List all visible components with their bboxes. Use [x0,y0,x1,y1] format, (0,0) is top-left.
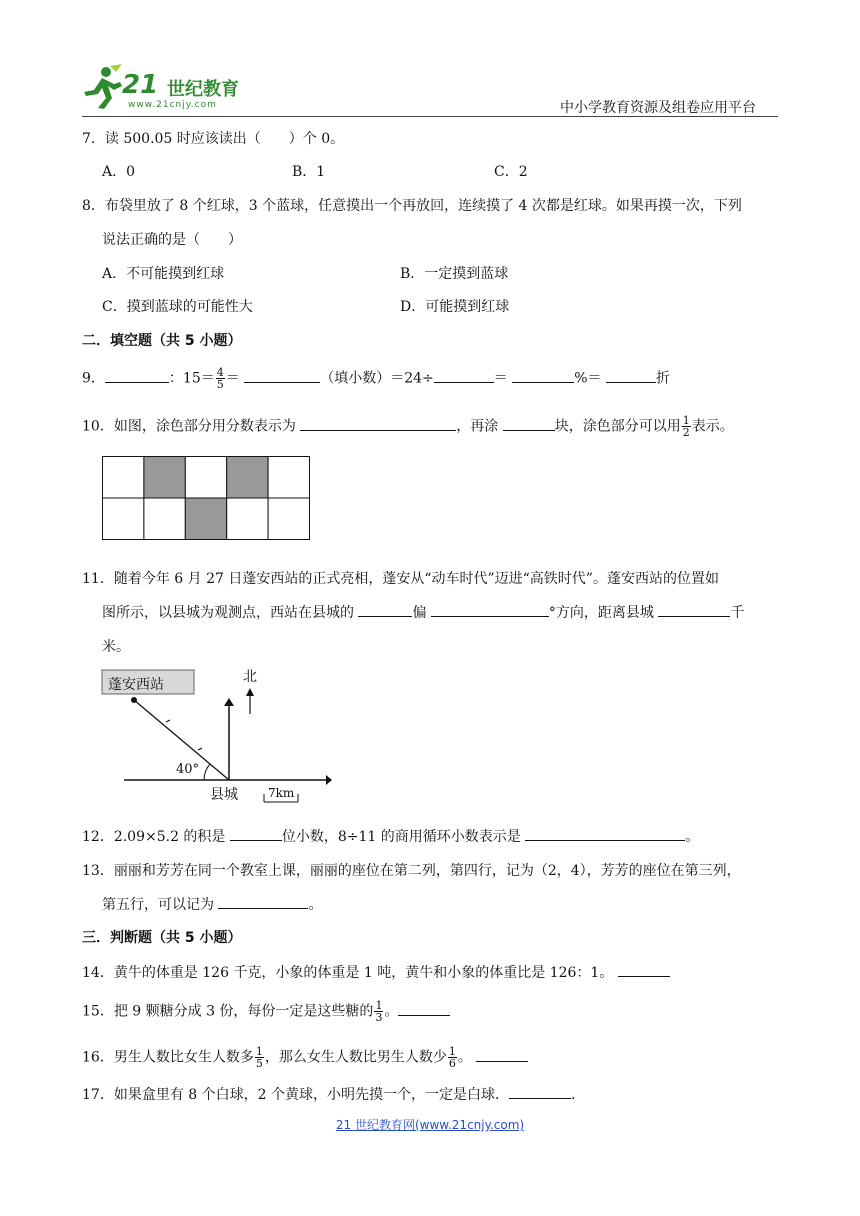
q12-text-3: 。 [685,829,700,845]
q11-text-1: 图所示，以县城为观测点，西站在县城的 [102,605,354,621]
grid-cell-shaded [144,457,185,499]
q15 [82,1000,450,1023]
q13-text-2: 。 [308,897,323,913]
q16-blank[interactable] [476,1049,528,1062]
runner-icon [80,64,124,110]
q15-text-1: 15．把 9 颗糖分成 3 份，每份一定是这些糖的 [82,1003,374,1020]
grid-cell [144,498,185,540]
q16-text-1: 16．男生人数比女生人数多 [82,1049,254,1066]
map-county-label: 县城 [210,787,238,803]
q11-line-2 [102,602,744,622]
grid-cell [268,457,309,499]
q11-text-3: °方向，距离县城 [548,605,654,621]
q9-text-6: 折 [655,370,670,387]
q9-text-2: ＝ [225,370,240,387]
q8-option-b: B．一定摸到蓝球 [400,266,509,282]
q12-text-1: 12．2.09×5.2 的积是 [82,829,226,845]
q9-fraction: $\frac{4}{5}$ [216,366,224,391]
q17-text-2: . [570,1087,576,1103]
logo-url: www.21cnjy.com [128,100,217,110]
q11-line-1: 11．随着今年 6 月 27 日蓬安西站的正式亮相，蓬安从“动车时代”迈进“高铁时代”。蓬安西站的位置如 [82,571,719,587]
q13-blank[interactable] [218,896,308,909]
map-angle-label: 40° [176,762,200,777]
q7-stem: 7．读 500.05 时应该读出（ ）个 0。 [82,131,345,147]
platform-title: 中小学教育资源及组卷应用平台 [560,100,756,116]
q10 [82,415,734,438]
q17-text-1: 17．如果盒里有 8 个白球，2 个黄球，小明先摸一个，一定是白球． [82,1087,509,1103]
q13-line-1: 13．丽丽和芳芳在同一个教室上课，丽丽的座位在第二列，第四行，记为（2，4），芳芳的座位在第三列， [82,863,741,879]
q11-text-4: 千 [730,605,745,621]
q12 [82,826,699,846]
q12-blank-2[interactable] [525,828,685,841]
q9-text-3: （填小数）＝24÷ [320,370,434,387]
grid-cell [103,457,144,499]
q16-text-2: ，那么女生人数比男生人数少 [264,1049,447,1066]
q11-blank-3[interactable] [658,604,730,617]
q13-text-1: 第五行，可以记为 [102,897,214,913]
q11-line-3: 米。 [102,639,130,655]
q16-text-3: 。 [457,1049,472,1066]
q14-blank[interactable] [618,964,670,977]
footer-link[interactable]: 21 世纪教育网(www.21cnjy.com) [335,1118,525,1132]
map-station-label: 蓬安西站 [108,677,164,693]
q16-fraction-1: $\frac{1}{5}$ [255,1045,263,1070]
q7-option-c: C．2 [494,164,528,180]
q11-blank-2[interactable] [431,604,549,617]
q15-blank[interactable] [398,1003,450,1016]
header-rule [82,116,778,117]
q8-option-a: A．不可能摸到红球 [102,266,225,282]
q17 [82,1084,575,1104]
logo-name: 世纪教育 [167,79,239,100]
logo-number: 21 [122,70,159,100]
q15-text-2: 。 [384,1003,399,1020]
shaded-grid-figure [102,456,310,540]
q10-blank-2[interactable] [503,418,555,431]
q7-option-a: A．0 [102,164,136,180]
q9-blank-4[interactable] [512,370,574,383]
q11-text-2: 偏 [412,605,427,621]
map-scale-label: 7km [268,786,295,800]
q14 [82,962,670,982]
q14-text: 14．黄牛的体重是 126 千克，小象的体重是 1 吨，黄牛和小象的体重比是 126：1。 [82,965,614,981]
grid-cell [103,498,144,540]
q8-option-d: D．可能摸到红球 [400,299,510,315]
q9-num: 9． [82,370,105,387]
grid-cell-shaded [185,498,226,540]
q7-option-b: B．1 [292,164,326,180]
grid-cell [268,498,309,540]
section-fill-in: 二．填空题（共 5 小题） [82,333,242,349]
q8-stem-2: 说法正确的是（ ） [102,232,242,248]
q11-blank-1[interactable] [358,604,412,617]
q9-text-1: ：15＝ [168,370,215,387]
grid-cell [227,498,268,540]
q12-text-2: 位小数，8÷11 的商用循环小数表示是 [281,829,521,845]
map-north-label: 北 [243,669,257,685]
q9-blank-5[interactable] [606,370,656,383]
direction-map-figure [100,664,332,810]
q16 [82,1046,528,1069]
grid-cell [185,457,226,499]
section-true-false: 三．判断题（共 5 小题） [82,930,242,946]
q9-text-4: ＝ [493,370,508,387]
q8-stem-1: 8．布袋里放了 8 个红球，3 个蓝球，任意摸出一个再放回，连续摸了 4 次都是红球。如果再摸一次，下列 [82,198,742,214]
q10-text-2: ，再涂 [456,418,499,435]
q10-text-4: 表示。 [691,418,734,435]
q10-text-1: 10．如图，涂色部分用分数表示为 [82,418,296,435]
q12-blank-1[interactable] [230,828,282,841]
q9-blank-1[interactable] [105,370,169,383]
q13-line-2 [102,894,322,914]
grid-cell-shaded [227,457,268,499]
q15-fraction: $\frac{1}{3}$ [375,999,383,1024]
q9-blank-3[interactable] [434,370,494,383]
q16-fraction-2: $\frac{1}{6}$ [448,1045,456,1070]
q17-blank[interactable] [509,1086,571,1099]
q10-text-3: 块，涂色部分可以用 [554,418,681,435]
q9-blank-2[interactable] [244,370,320,383]
q9 [82,367,670,390]
q9-text-5: %＝ [574,370,602,387]
q8-option-c: C．摸到蓝球的可能性大 [102,299,253,315]
q10-blank-1[interactable] [300,418,456,431]
q10-fraction: $\frac{1}{2}$ [682,414,690,439]
